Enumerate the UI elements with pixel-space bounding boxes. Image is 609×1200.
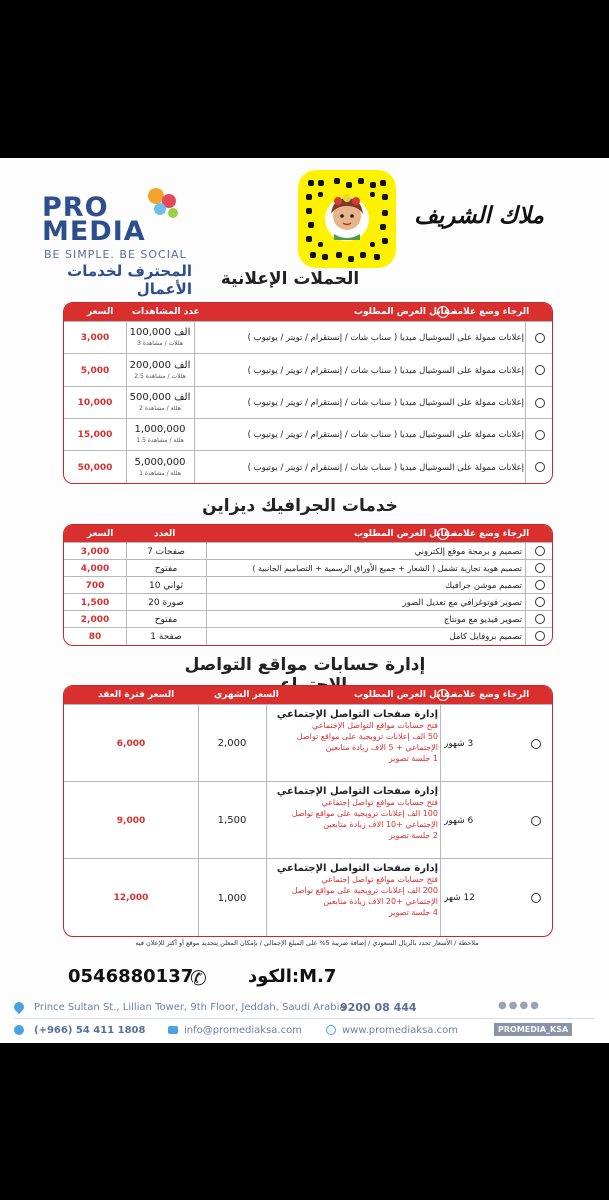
table-row — [64, 353, 552, 387]
graphics-count-cell: 1 صفحة — [150, 632, 182, 642]
graphics-count-cell: 7 صفحات — [147, 546, 185, 557]
header-price-label: السعر — [87, 529, 114, 539]
web-icon — [326, 1025, 336, 1035]
logo-tagline: BE SIMPLE. BE SOCIAL — [44, 248, 187, 261]
email-link[interactable]: info@promediaksa.com — [184, 1025, 302, 1036]
ads-radio-1[interactable] — [535, 333, 545, 343]
graphics-section-title: خدمات الجرافيك ديزاين — [202, 496, 398, 516]
table-row — [64, 321, 552, 354]
email-icon — [168, 1026, 178, 1034]
social-period-cell: 6 شهور — [444, 815, 474, 826]
ads-table — [63, 302, 553, 484]
graphics-count-cell: مفتوح — [154, 563, 178, 574]
ads-desc-cell: إعلانات ممولة على السوشيال ميديا ( سناب شات / إنستقرام / تويتر / يوتيوب ) — [247, 333, 524, 343]
logo-pro: PRO — [42, 192, 109, 223]
graphics-count-cell: 20 صورة — [148, 597, 184, 608]
table-row — [64, 858, 552, 937]
graphics-count-cell: مفتوح — [154, 614, 178, 625]
graphics-desc-cell: تصميم موشن جرافيك — [445, 580, 522, 591]
social-monthly-cell: 1,000 — [217, 892, 247, 904]
ads-section-title: الحملات الإعلانية — [220, 269, 360, 289]
social-icons: ●●●● — [498, 1000, 541, 1011]
table-row — [64, 781, 552, 859]
pricing-note: ملاحظة / الأسعار تحدد بالريال السعودي / إضافة ضريبة 5% على المبلغ الإجمالي / بإمكان المعلن بتحديد موقع أو أكثر للإعلان فيه — [135, 939, 479, 947]
brand-logo — [42, 188, 202, 298]
ads-views-cell: 5,000,000 1 هللة / مشاهدة — [134, 456, 186, 477]
graphics-price-cell: 2,000 — [80, 614, 110, 625]
header-offer-label: مقابل العرض المطلوب — [354, 307, 456, 317]
ads-views-cell: 1,000,000 1.5 هللة / مشاهدة — [134, 424, 186, 444]
ads-radio-5[interactable] — [535, 462, 545, 472]
graphics-price-cell: 4,000 — [80, 563, 110, 574]
graphics-price-cell: 700 — [85, 580, 105, 591]
phone-number[interactable]: 0546880137 — [68, 966, 194, 987]
graphics-desc-cell: تصميم هوية تجارية تشمل ( الشعار + جميع الأوراق الرسمية + التصاميم الجانبية ) — [252, 564, 522, 573]
table-row — [64, 418, 552, 451]
table-row — [64, 627, 552, 646]
header-check-label: الرجاء وضع علامة — [452, 307, 530, 317]
graphics-table — [63, 524, 553, 646]
social-period-cell: 3 شهور — [444, 738, 474, 749]
graphics-desc-cell: تصوير فيديو مع مونتاج — [443, 614, 522, 625]
snapcode-icon — [298, 170, 396, 268]
price-sheet — [0, 158, 609, 1043]
footer — [0, 998, 609, 1043]
mobile-number[interactable]: (+966) 54 411 1808 — [34, 1025, 146, 1036]
social-table — [63, 685, 553, 937]
social-contract-cell: 6,000 — [116, 738, 146, 749]
social-monthly-cell: 2,000 — [217, 738, 247, 749]
social-radio-1[interactable] — [531, 739, 541, 749]
ads-radio-2[interactable] — [535, 365, 545, 375]
logo-arabic-tagline: المحترف لخدمات الأعمال — [67, 262, 192, 298]
graphics-count-cell: 10 ثواني — [149, 580, 183, 591]
table-row — [64, 542, 552, 560]
social-package-cell: إدارة صفحات التواصل الإجتماعي فتح حسابات مواقع تواصل إجتماعي 200 الف إعلانات ترويجية على مواقع تواصل الإجتماعي +20 الاف زيادة متابعين 4 جلسة تصوير — [276, 863, 438, 917]
header-offer-label: مقابل العرض المطلوب — [354, 529, 456, 539]
ads-views-cell: 500,000 الف 2 هللة / مشاهدة — [129, 392, 191, 412]
social-table-header — [64, 686, 552, 704]
ads-radio-3[interactable] — [535, 398, 545, 408]
table-row — [64, 704, 552, 782]
table-row — [64, 576, 552, 594]
social-contract-cell: 9,000 — [116, 815, 146, 826]
graphics-price-cell: 1,500 — [80, 597, 110, 608]
table-row — [64, 593, 552, 611]
ads-desc-cell: إعلانات ممولة على السوشيال ميديا ( سناب شات / إنستقرام / تويتر / يوتيوب ) — [247, 365, 524, 376]
graphics-radio-4[interactable] — [535, 597, 545, 607]
ads-desc-cell: إعلانات ممولة على السوشيال ميديا ( سناب شات / إنستقرام / تويتر / يوتيوب ) — [247, 398, 524, 408]
graphics-radio-6[interactable] — [535, 631, 545, 641]
location-icon — [12, 1000, 26, 1014]
logo-media: MEDIA — [42, 216, 146, 247]
social-section-title: إدارة حسابات مواقع التواصل — [184, 655, 426, 675]
ads-price-cell: 5,000 — [80, 365, 110, 376]
whatsapp-icon — [14, 1025, 24, 1035]
table-row — [64, 450, 552, 484]
table-row — [64, 386, 552, 419]
graphics-radio-1[interactable] — [535, 546, 545, 556]
social-package-cell: إدارة صفحات التواصل الإجتماعي فتح حسابات مواقع التواصل الإجتماعي 50 الف إعلانات ترويجية على مواقع تواصل الإجتماعي + 5 الاف زيادة متابعين 1 جلسة تصوير — [276, 709, 438, 763]
header-price-label: السعر — [87, 307, 114, 317]
ads-price-cell: 10,000 — [77, 398, 113, 408]
phone-icon: ✆ — [190, 966, 207, 990]
graphics-desc-cell: تصميم بروفايل كامل — [449, 632, 522, 642]
graphics-price-cell: 80 — [88, 632, 102, 642]
website-link[interactable]: www.promediaksa.com — [342, 1025, 458, 1036]
ads-views-cell: 100,000 الف 3 هللات / مشاهدة — [129, 327, 191, 347]
social-period-cell: 12 شهر — [444, 893, 475, 903]
ads-table-header — [64, 303, 552, 321]
header-views-label: عدد المشاهدات — [132, 307, 200, 317]
graphics-desc-cell: تصوير فوتوغرافي مع تعديل الصور — [402, 597, 522, 608]
ads-desc-cell: إعلانات ممولة على السوشيال ميديا ( سناب شات / إنستقرام / تويتر / يوتيوب ) — [247, 462, 524, 473]
graphics-radio-2[interactable] — [535, 563, 545, 573]
table-row — [64, 559, 552, 577]
ads-desc-cell: إعلانات ممولة على السوشيال ميديا ( سناب شات / إنستقرام / تويتر / يوتيوب ) — [247, 430, 524, 440]
ads-views-cell: 200,000 الف 2.5 هللات / مشاهدة — [129, 359, 191, 380]
signature: ملاك الشريف — [414, 202, 544, 229]
graphics-radio-5[interactable] — [535, 614, 545, 624]
ads-price-cell: 15,000 — [77, 430, 113, 440]
graphics-desc-cell: تصميم و برمجة موقع إلكتروني — [414, 546, 522, 557]
graphics-radio-3[interactable] — [535, 580, 545, 590]
graphics-price-cell: 3,000 — [80, 546, 110, 557]
social-radio-3[interactable] — [531, 893, 541, 903]
header-check-label: الرجاء وضع علامة — [452, 529, 530, 539]
address-text: Prince Sultan St., Lillian Tower, 9th Floor, Jeddah, Saudi Arabia — [34, 1002, 346, 1013]
header-count-label: العدد — [154, 529, 176, 539]
ads-radio-4[interactable] — [535, 430, 545, 440]
table-row — [64, 610, 552, 628]
social-handle[interactable]: PROMEDIA_KSA — [494, 1023, 572, 1036]
social-package-cell: إدارة صفحات التواصل الإجتماعي فتح حسابات مواقع تواصل إجتماعي 100 الف إعلانات ترويجية على مواقع تواصل الإجتماعي +10 الاف زيادة متابعين 2 جلسة تصوير — [276, 786, 438, 840]
social-radio-2[interactable] — [531, 816, 541, 826]
contact-row — [68, 964, 368, 990]
graphics-table-header — [64, 525, 552, 542]
ads-price-cell: 50,000 — [77, 462, 113, 473]
header-monthly-label: السعر الشهري — [214, 690, 279, 700]
social-monthly-cell: 1,500 — [217, 815, 247, 826]
header-check-label: الرجاء وضع علامة — [452, 690, 530, 700]
header-contract-label: السعر فترة العقد — [98, 690, 175, 700]
ads-price-cell: 3,000 — [80, 333, 110, 343]
unified-number: 9200 08 444 — [340, 1001, 417, 1014]
header-offer-label: مقابل العرض المطلوب — [354, 690, 456, 700]
promo-code: الكود:M.7 — [248, 966, 337, 987]
social-contract-cell: 12,000 — [113, 893, 149, 903]
